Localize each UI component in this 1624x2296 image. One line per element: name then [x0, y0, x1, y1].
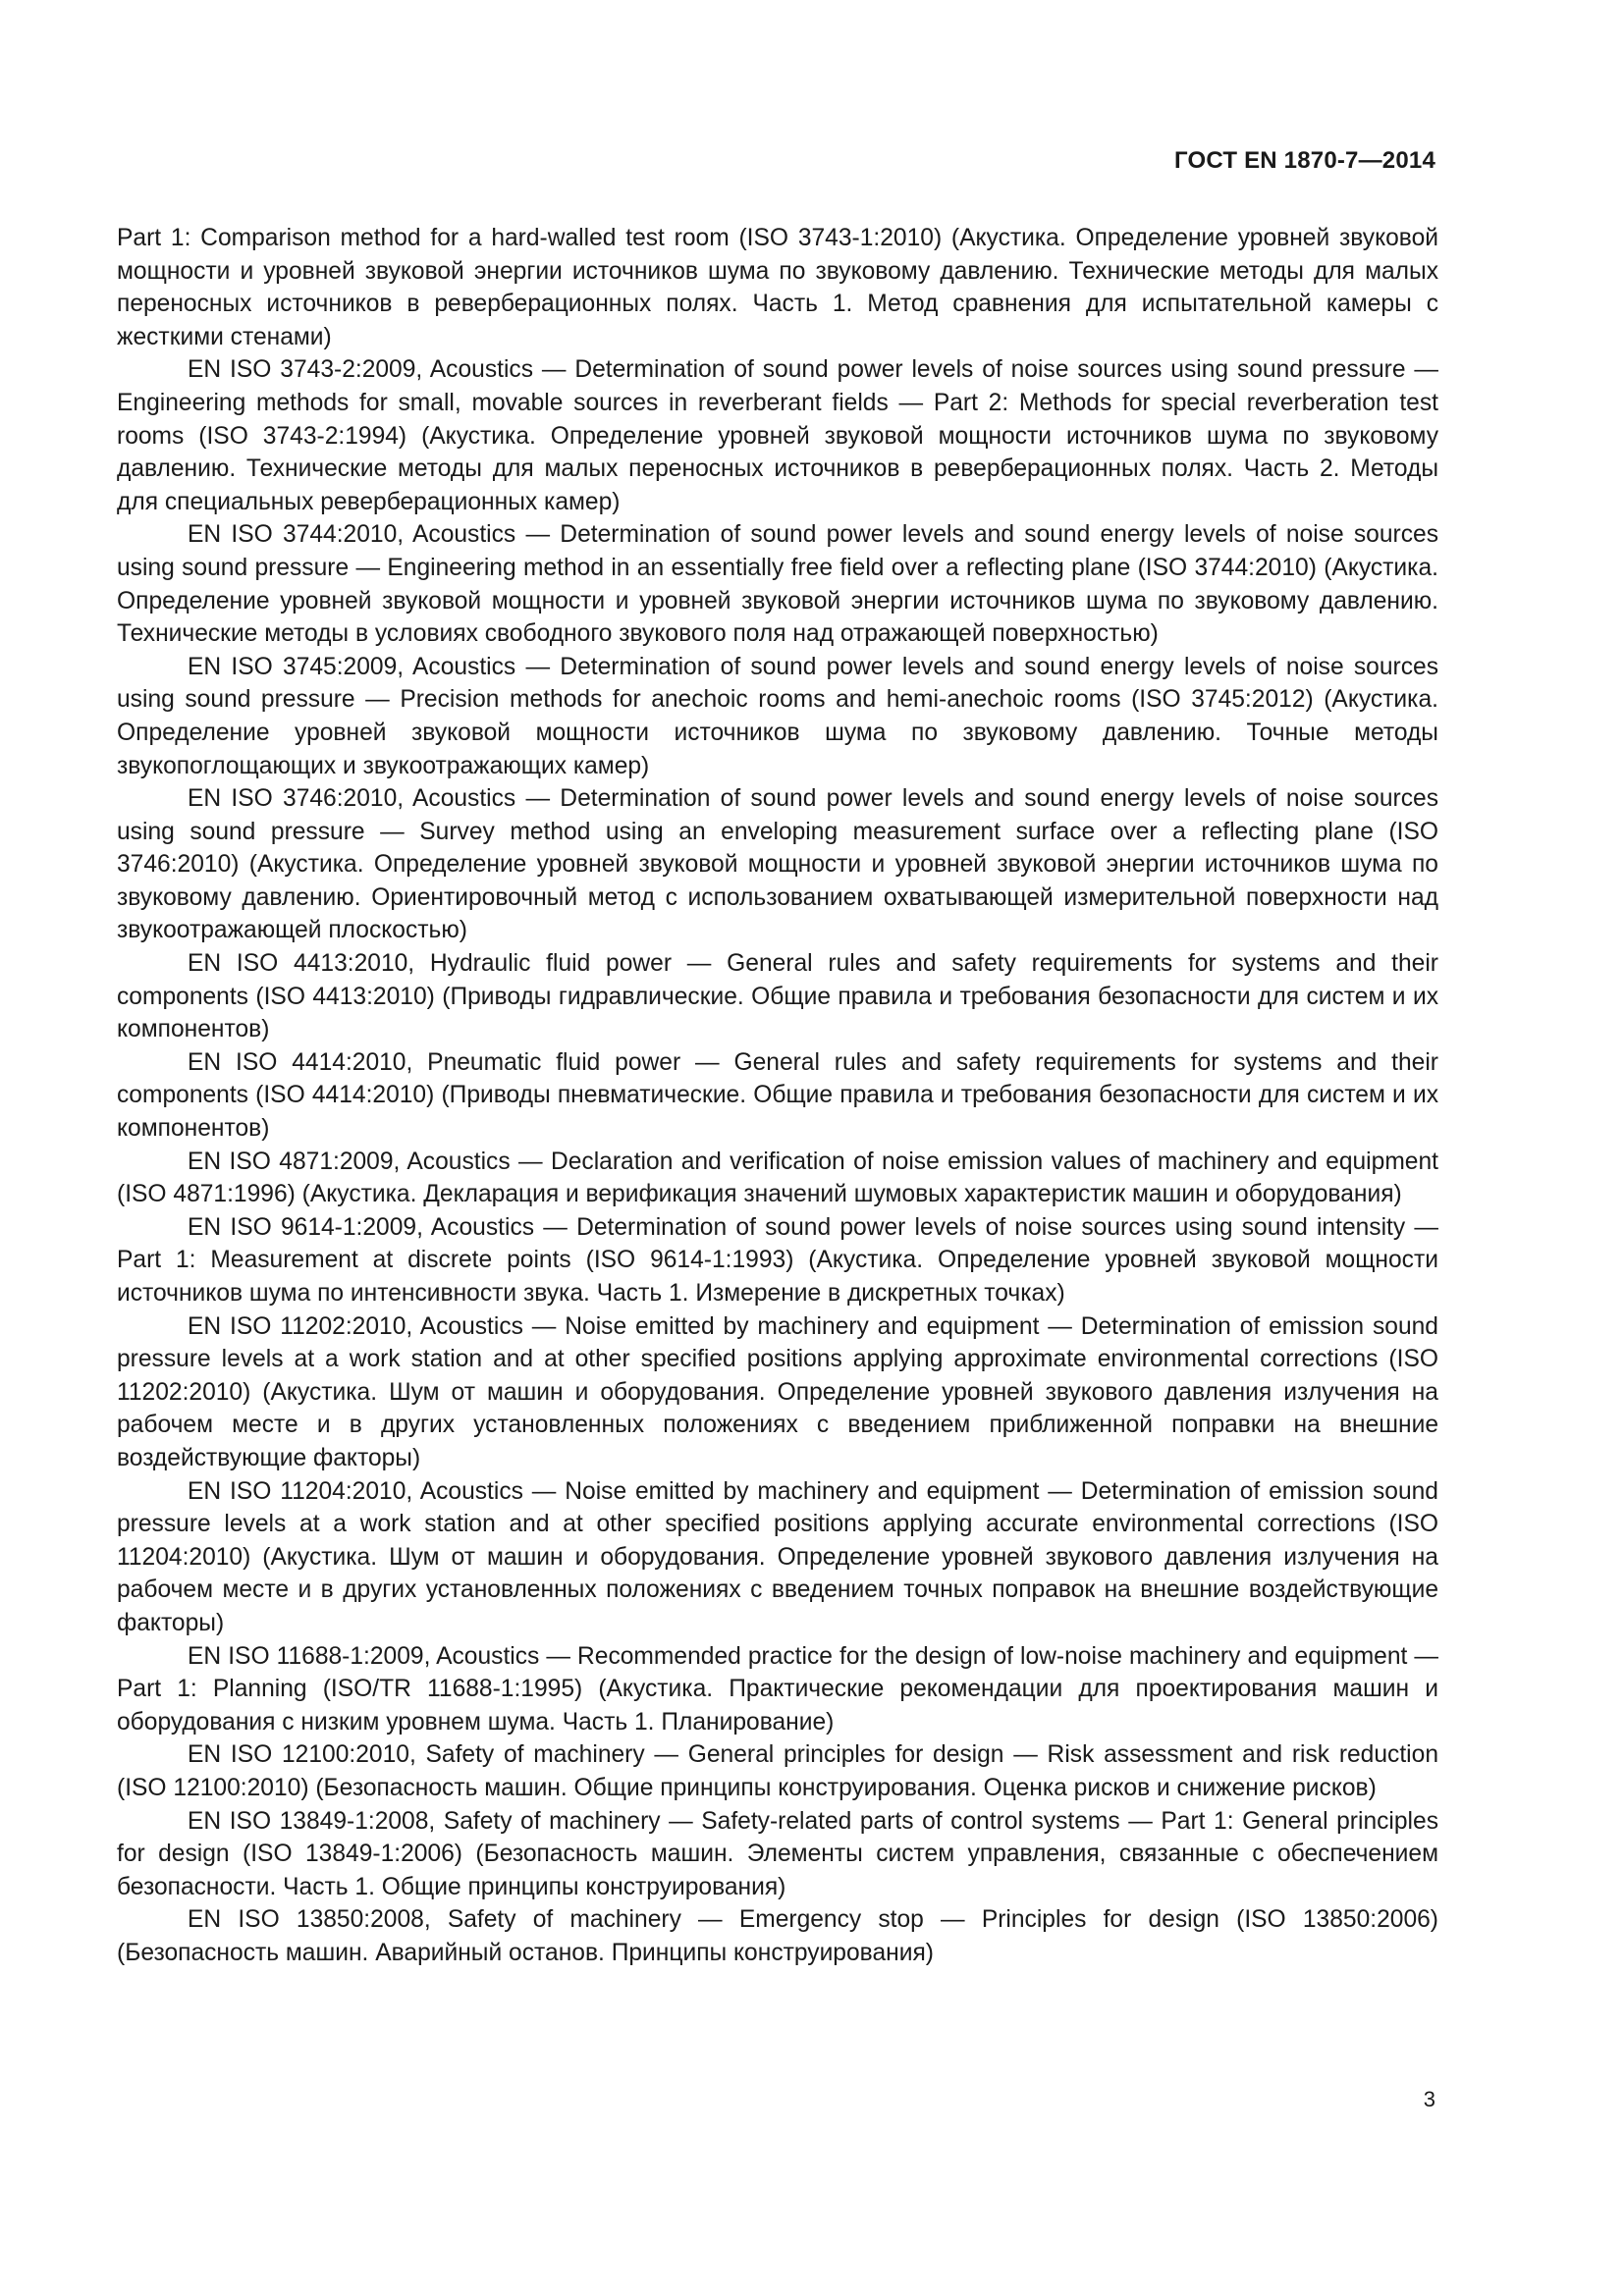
reference-item: EN ISO 9614-1:2009, Acoustics — Determination of sound power levels of noise sources using sound intensity — Part 1: Measurement at discrete points (ISO 9614-1:1993) (Акустика. Определение уровней звуковой мощности источников шума по интенсивности звука. Часть 1. Измерение в дискретных точках): [117, 1213, 1438, 1307]
reference-item: EN ISO 11204:2010, Acoustics — Noise emitted by machinery and equipment — Determination of emission sound pressure levels at a work station and at other specified positions applying accurate environmental corrections (ISO 11204:2010) (Акустика. Шум от машин и оборудования. Определение уровней звукового давления излучения на рабочем месте и в других установленных положениях с введением точных поправок на внешние воздействующие факторы): [117, 1477, 1438, 1636]
reference-item: EN ISO 3743-2:2009, Acoustics — Determination of sound power levels of noise sources using sound pressure — Engineering methods for small, movable sources in reverberant fields — Part 2: Methods for special reverberation test rooms (ISO 3743-2:1994) (Акустика. Определение уровней звуковой мощности источников шума по звуковому давлению. Технические методы для малых переносных источников в реверберационных полях. Часть 2. Методы для специальных реверберационных камер): [117, 356, 1438, 515]
standard-code-header: ГОСТ EN 1870-7—2014: [1174, 147, 1435, 174]
reference-item: EN ISO 13849-1:2008, Safety of machinery — Safety-related parts of control systems — Part 1: General principles for design (ISO 13849-1:2006) (Безопасность машин. Элементы систем управления, связанные с обеспечением безопасности. Часть 1. Общие принципы конструирования): [117, 1807, 1438, 1900]
reference-item: EN ISO 11688-1:2009, Acoustics — Recommended practice for the design of low-noise machinery and equipment — Part 1: Planning (ISO/TR 11688-1:1995) (Акустика. Практические рекомендации для проектирования машин и оборудования с низким уровнем шума. Часть 1. Планирование): [117, 1642, 1438, 1735]
reference-item: EN ISO 13850:2008, Safety of machinery — Emergency stop — Principles for design (ISO 13850:2006) (Безопасность машин. Аварийный останов. Принципы конструирования): [117, 1906, 1438, 1966]
reference-continuation: Part 1: Comparison method for a hard-walled test room (ISO 3743-1:2010) (Акустика. Определение уровней звуковой мощности и уровней звуковой энергии источников шума по звуковому давлению. Технические методы для малых переносных источников в реверберационных полях. Часть 1. Метод сравнения для испытательной камеры с жесткими стенами): [117, 225, 1438, 350]
reference-item: EN ISO 3745:2009, Acoustics — Determination of sound power levels and sound energy levels of noise sources using sound pressure — Precision methods for anechoic rooms and hemi-anechoic rooms (ISO 3745:2012) (Акустика. Определение уровней звуковой мощности источников шума по звуковому давлению. Точные методы звукопоглощающих и звукоотражающих камер): [117, 653, 1438, 779]
reference-item: EN ISO 4414:2010, Pneumatic fluid power — General rules and safety requirements for systems and their components (ISO 4414:2010) (Приводы пневматические. Общие правила и требования безопасности для систем и их компонентов): [117, 1048, 1438, 1143]
references-body: [117, 222, 1438, 1969]
reference-item: EN ISO 3746:2010, Acoustics — Determination of sound power levels and sound energy levels of noise sources using sound pressure — Survey method using an enveloping measurement surface over a reflecting plane (ISO 3746:2010) (Акустика. Определение уровней звуковой мощности и уровней звуковой энергии источников шума по звуковому давлению. Ориентировочный метод с использованием охватывающей измерительной поверхности над звукоотражающей плоскостью): [117, 785, 1438, 944]
reference-item: EN ISO 3744:2010, Acoustics — Determination of sound power levels and sound energy levels of noise sources using sound pressure — Engineering method in an essentially free field over a reflecting plane (ISO 3744:2010) (Акустика. Определение уровней звуковой мощности и уровней звуковой энергии источников шума по звуковому давлению. Технические методы в условиях свободного звукового поля над отражающей поверхностью): [117, 521, 1438, 648]
reference-item: EN ISO 11202:2010, Acoustics — Noise emitted by machinery and equipment — Determination of emission sound pressure levels at a work station and at other specified positions applying approximate environmental corrections (ISO 11202:2010) (Акустика. Шум от машин и оборудования. Определение уровней звукового давления излучения на рабочем месте и в других установленных положениях с введением приближенной поправки на внешние воздействующие факторы): [117, 1312, 1438, 1471]
reference-item: EN ISO 12100:2010, Safety of machinery — General principles for design — Risk assessment and risk reduction (ISO 12100:2010) (Безопасность машин. Общие принципы конструирования. Оценка рисков и снижение рисков): [117, 1741, 1438, 1801]
page-number: 3: [1423, 2087, 1435, 2111]
reference-item: EN ISO 4871:2009, Acoustics — Declaration and verification of noise emission values of machinery and equipment (ISO 4871:1996) (Акустика. Декларация и верификация значений шумовых характеристик машин и оборудования): [117, 1148, 1438, 1208]
reference-item: EN ISO 4413:2010, Hydraulic fluid power — General rules and safety requirements for systems and their components (ISO 4413:2010) (Приводы гидравлические. Общие правила и требования безопасности для систем и их компонентов): [117, 950, 1438, 1043]
